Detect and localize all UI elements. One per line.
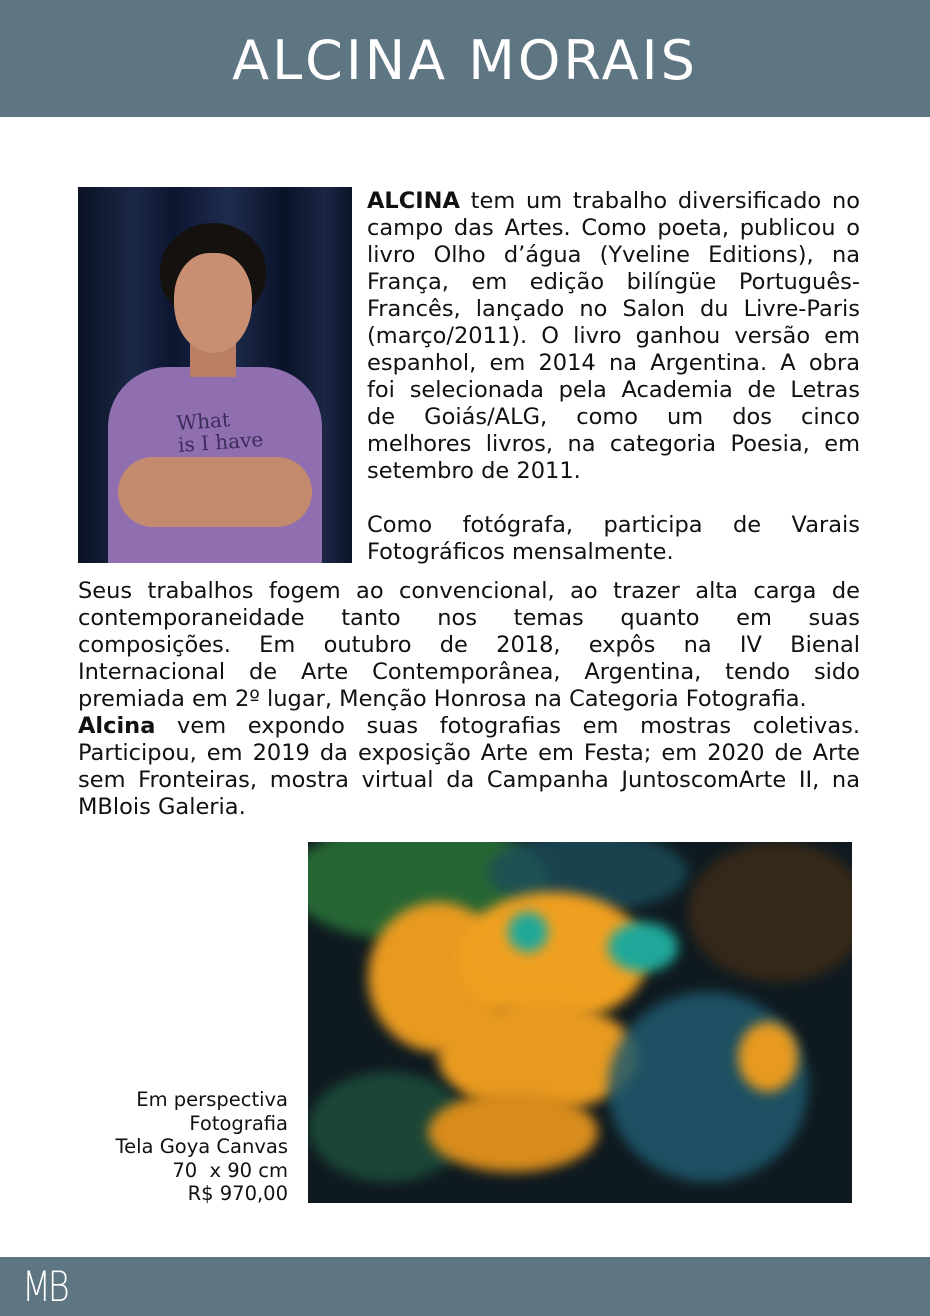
mb-logo: MB: [22, 1262, 67, 1311]
artist-portrait: [78, 187, 352, 563]
artist-name-bold: Alcina: [78, 713, 156, 739]
artwork-image: [308, 842, 852, 1203]
artwork-medium: Tela Goya Canvas: [115, 1135, 288, 1158]
artwork-size: 70 x 90 cm: [172, 1158, 288, 1182]
artwork-caption: [116, 1088, 288, 1206]
page-title: ALCINA MORAIS: [232, 29, 698, 92]
artwork-title: Em perspectiva: [136, 1088, 288, 1111]
shirt-print: What is I have: [175, 407, 264, 457]
footer-band: [0, 1257, 930, 1316]
artist-name-bold: ALCINA: [367, 188, 460, 214]
artwork-type: Fotografia: [189, 1111, 288, 1135]
header-band: [0, 0, 930, 117]
artwork-price: R$ 970,00: [187, 1182, 288, 1205]
